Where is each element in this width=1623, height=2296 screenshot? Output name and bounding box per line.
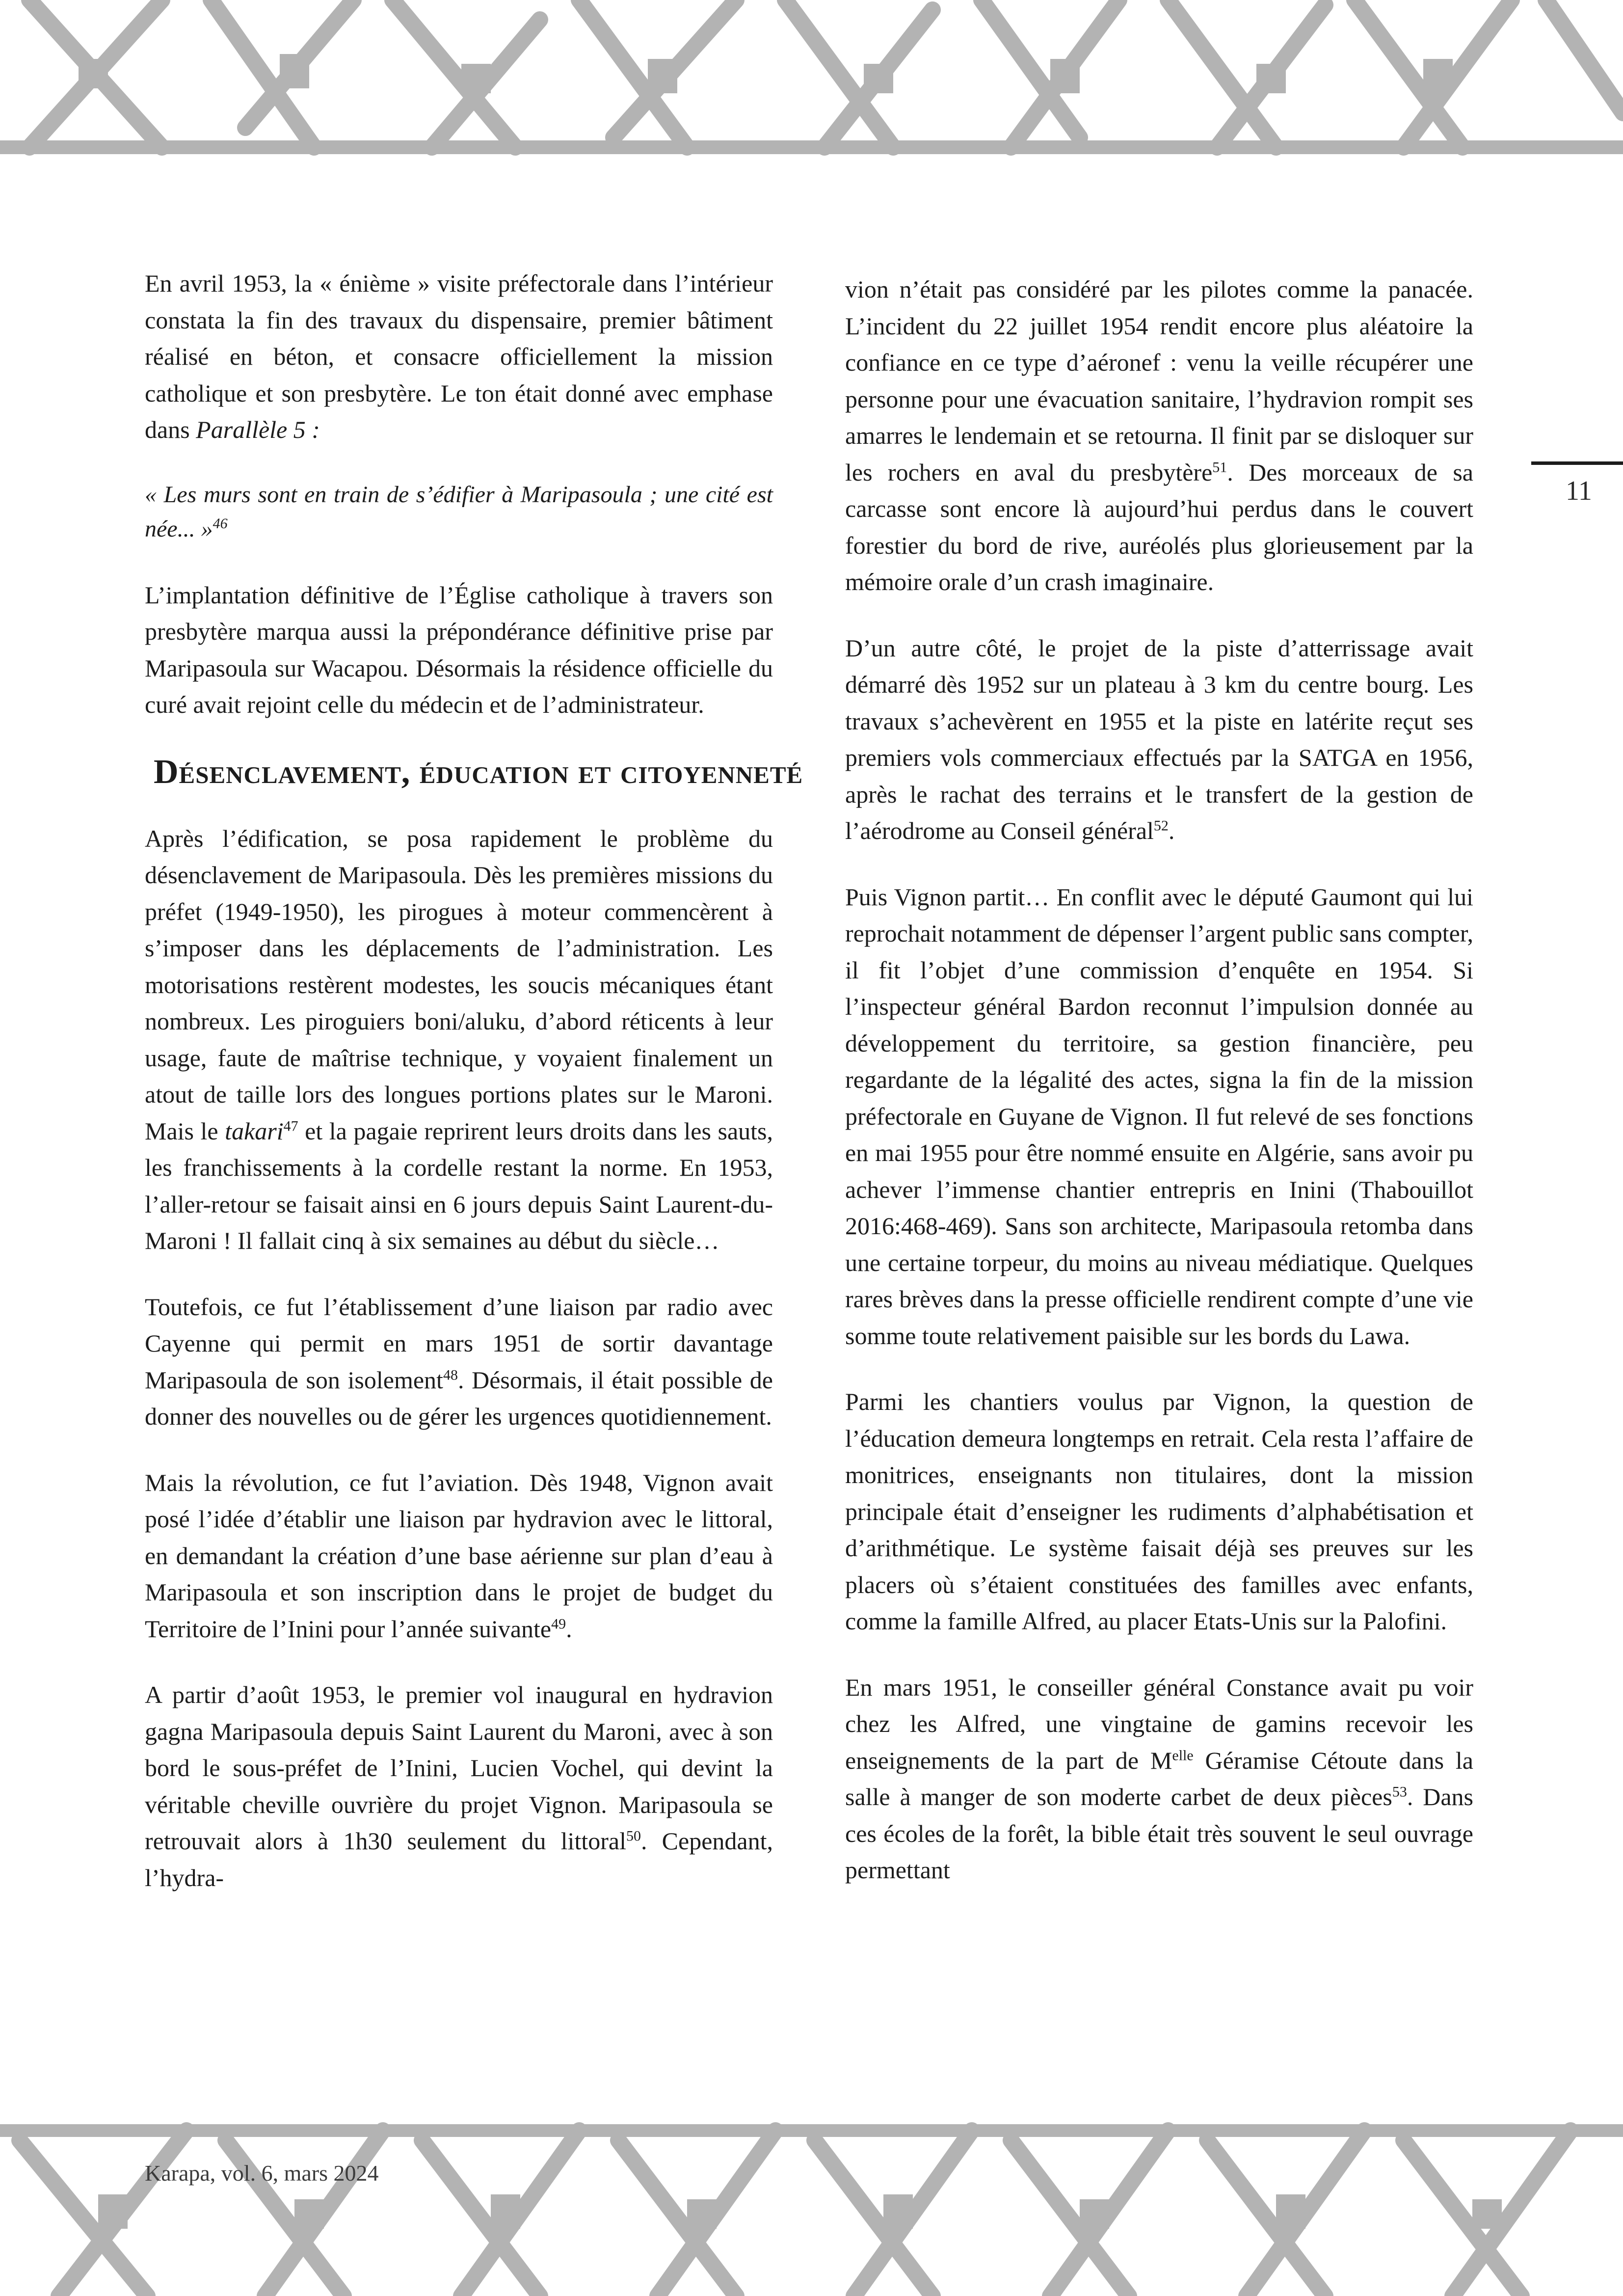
footnote-ref: 47 (283, 1117, 298, 1134)
journal-footer: Karapa, vol. 6, mars 2024 (145, 2161, 379, 2186)
paragraph-text: Géramise Cétoute dans la salle à manger de son moderte carbet de deux pièces (845, 1746, 1473, 1810)
footnote-ref: 49 (551, 1615, 566, 1632)
paragraph (145, 265, 773, 448)
top-ornament-band (0, 0, 1623, 162)
section-heading: Désenclavement, éducation et citoyenneté (154, 753, 803, 791)
right-column (845, 271, 1473, 1889)
paragraph (145, 577, 773, 723)
publication-title: Parallèle 5 : (196, 416, 320, 443)
left-column (145, 265, 803, 1896)
paragraph-text: . Désormais, il était possible de donner des nouvelles ou de gérer les urgences quotidiennement. (145, 1366, 773, 1430)
italic-term: takari (225, 1117, 284, 1145)
paragraph-text: Après l’édification, se posa rapidement le problème du désenclavement de Maripasoula. Dès les premières missions du préfet (1949-1950), les pirogues à moteur commencèrent à s’imposer dans les déplacements de l’administration. Les motorisations restèrent modestes, les soucis mécaniques étant nombreux. Les piroguiers boni/aluku, d’abord réticents à leur usage, faute de maîtrise technique, y voyaient finalement un atout de taille lors des longues portions plates sur le Maroni. Mais le (145, 824, 773, 1145)
paragraph-text: vion n’était pas considéré par les pilotes comme la panacée. L’incident du 22 juillet 1954 rendit encore plus aléatoire la confiance en ce type d’aéronef : venu la veille récupérer une personne pour une évacuation sanitaire, l’hydravion rompit ses amarres le lendemain et se retourna. Il finit par se disloquer sur les rochers en aval du presbytère (845, 275, 1473, 486)
paragraph-text: En avril 1953, la « énième » visite préfectorale dans l’intérieur constata la fin des travaux du dispensaire, premier bâtiment réalisé en béton, et consacre officiellement la mission catholique et son presbytère. Le ton était donné avec emphase dans (145, 270, 773, 443)
footnote-ref: 52 (1153, 817, 1169, 834)
page-number: 11 (1566, 476, 1592, 506)
paragraph-text: Parmi les chantiers voulus par Vignon, la question de l’éducation demeura longtemps en retrait. Cela resta l’affaire de monitrices, enseignants non titulaires, dont la mission principale était d’enseigner les rudiments d’alphabétisation et d’arithmétique. Le système faisait déjà ses preuves sur les placers où s’étaient constituées des familles avec enfants, comme la famille Alfred, au placer Etats-Unis sur la Palofini. (845, 1388, 1473, 1635)
footnote-ref: 53 (1392, 1783, 1407, 1800)
woven-pattern-decoration (0, 2111, 1623, 2296)
paragraph (845, 879, 1473, 1354)
footnote-ref: 48 (443, 1366, 458, 1383)
footnote-ref: 51 (1212, 459, 1227, 475)
page-number-rule (1531, 461, 1623, 465)
quote-text: « Les murs sont en train de s’édifier à Maripasoula ; une cité est née... » (145, 481, 773, 542)
paragraph-text: L’implantation définitive de l’Église catholique à travers son presbytère marqua aussi la prépondérance définitive prise par Maripasoula sur Wacapou. Désormais la résidence officielle du curé avait rejoint celle du médecin et de l’administrateur. (145, 581, 773, 718)
paragraph-text: . (566, 1615, 572, 1643)
paragraph (845, 1383, 1473, 1640)
paragraph (845, 630, 1473, 849)
woven-pattern-decoration (0, 0, 1623, 162)
footnote-ref: 50 (626, 1828, 641, 1844)
paragraph-text: D’un autre côté, le projet de la piste d’atterrissage avait démarré dès 1952 sur un plateau à 3 km du centre bourg. Les travaux s’achevèrent en 1955 et la piste en latérite reçut ses premiers vols commerciaux effectués par la SATGA en 1956, après le rachat des terrains et le transfert de la gestion de l’aérodrome au Conseil général (845, 634, 1473, 844)
paragraph-text: . Dans ces écoles de la forêt, la bible était très souvent le seul ouvrage permettant (845, 1783, 1473, 1884)
paragraph (145, 1676, 773, 1896)
paragraph (145, 1464, 773, 1648)
block-quote (145, 478, 773, 546)
title-abbreviation: elle (1172, 1747, 1194, 1763)
paragraph (145, 820, 773, 1259)
bottom-ornament-band (0, 2111, 1623, 2296)
paragraph (845, 1669, 1473, 1889)
paragraph-text: . Des morceaux de sa carcasse sont encore là aujourd’hui perdus dans le couvert forestier du bord de rive, auréolés plus glorieusement par la mémoire orale d’un crash imaginaire. (845, 458, 1473, 595)
paragraph-text: Mais la révolution, ce fut l’aviation. Dès 1948, Vignon avait posé l’idée d’établir une liaison par hydravion avec le littoral, en demandant la création d’une base aérienne sur plan d’eau à Maripasoula et son inscription dans le projet de budget du Territoire de l’Inini pour l’année suivante (145, 1468, 773, 1643)
paragraph (845, 271, 1473, 600)
paragraph-text: . (1168, 817, 1175, 844)
paragraph-text: et la pagaie reprirent leurs droits dans les sauts, les franchissements à la cordelle restant la norme. En 1953, l’aller-retour se faisait ainsi en 6 jours depuis Saint Laurent-du-Maroni ! Il fallait cinq à six semaines au début du siècle… (145, 1117, 773, 1254)
paragraph (145, 1289, 773, 1435)
paragraph-text: En mars 1951, le conseiller général Constance avait pu voir chez les Alfred, une vingtaine de gamins recevoir les enseignements de la part de M (845, 1673, 1473, 1774)
paragraph-text: Puis Vignon partit… En conflit avec le député Gaumont qui lui reprochait notamment de dépenser l’argent public sans compter, il fit l’objet d’une commission d’enquête en 1954. Si l’inspecteur général Bardon reconnut l’impulsion donnée au développement du territoire, sa gestion financière, peu regardante de la légalité des actes, signa la fin de la mission préfectorale en Guyane de Vignon. Il fut relevé de ses fonctions en mai 1955 pour être nommé ensuite en Algérie, sans avoir pu achever l’immense chantier entrepris en Inini (Thabouillot 2016:468-469). Sans son architecte, Maripasoula retomba dans une certaine torpeur, du moins au niveau médiatique. Quelques rares brèves dans la presse officielle rendirent compte d’une vie somme toute relativement paisible sur les bords du Lawa. (845, 883, 1473, 1350)
paragraph-text: A partir d’août 1953, le premier vol inaugural en hydravion gagna Maripasoula depuis Saint Laurent du Maroni, avec à son bord le sous-préfet de l’Inini, Lucien Vochel, qui devint la véritable cheville ouvrière du projet Vignon. Maripasoula se retrouvait alors à 1h30 seulement du littoral (145, 1681, 773, 1855)
footnote-ref: 46 (213, 515, 228, 532)
paragraph-text: . Cependant, l’hydra- (145, 1827, 773, 1891)
paragraph-text: Toutefois, ce fut l’établissement d’une liaison par radio avec Cayenne qui permit en mars 1951 de sortir davantage Maripasoula de son isolement (145, 1293, 773, 1394)
